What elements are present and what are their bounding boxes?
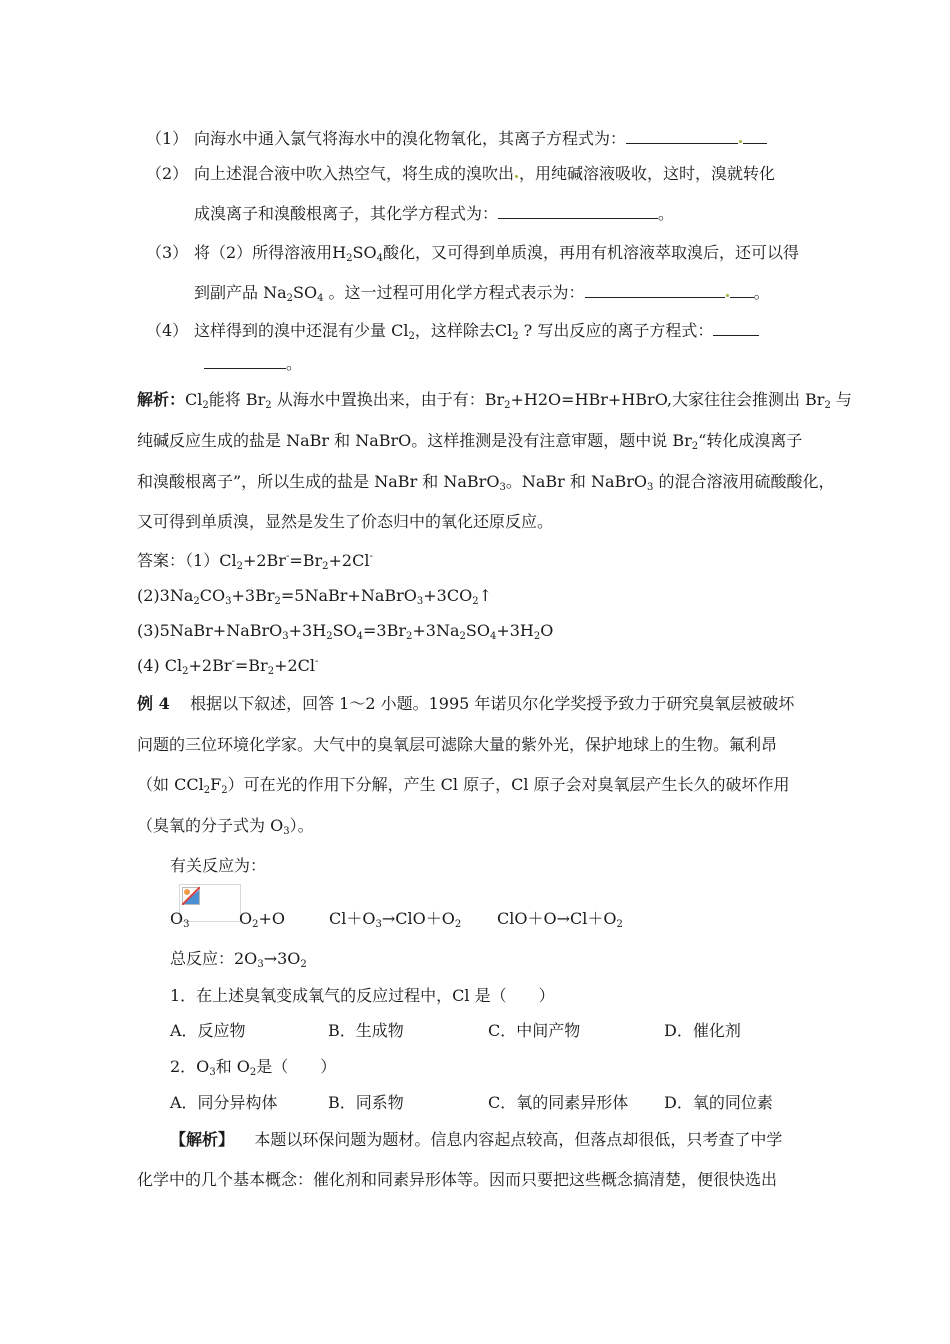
answer-blank bbox=[730, 283, 754, 298]
question-2-number: （2） bbox=[146, 164, 189, 183]
answer-blank bbox=[713, 321, 759, 336]
example-4-line3: （如 $CCl_2F_2$）可在光的作用下分解，产生 Cl 原子，Cl 原子会对臭氧层产生长久的破坏作用 bbox=[137, 775, 790, 796]
reaction-1b: $O_2+O$ bbox=[239, 909, 286, 930]
answer-blank bbox=[626, 129, 738, 144]
sub-question-1: 1．在上述臭氧变成氧气的反应过程中，Cl 是（ ） bbox=[170, 986, 555, 1005]
analysis-1-line4: 又可得到单质溴，显然是发生了价态归中的氧化还原反应。 bbox=[137, 512, 554, 531]
question-3-line1: 将（2）所得溶液用$H_2SO_4$酸化，又可得到单质溴，再用有机溶液萃取溴后，还可以得 bbox=[194, 243, 799, 264]
reaction-1a: $O_3$ bbox=[170, 909, 190, 930]
example-4-line2: 问题的三位环境化学家。大气中的臭氧层可滤除大量的紫外光，保护地球上的生物。氟利昂 bbox=[137, 735, 778, 754]
option-a: A．反应物 bbox=[170, 1021, 246, 1040]
analysis-1-line3: 和溴酸根离子”，所以生成的盐是 NaBr 和 NaBrO$_3$。NaBr 和 NaBrO$_3$ 的混合溶液用硫酸酸化， bbox=[137, 472, 835, 493]
reaction-3: $ClO+O\to Cl+O_2$ bbox=[497, 909, 623, 930]
answer-blank bbox=[498, 204, 658, 219]
option-c: C．中间产物 bbox=[488, 1021, 581, 1040]
reaction-2: $Cl+O_3\to ClO+O_2$ bbox=[329, 909, 462, 930]
mark-dot bbox=[739, 140, 742, 143]
option-b: B．生成物 bbox=[328, 1021, 404, 1040]
mark-dot bbox=[515, 175, 518, 178]
analysis-label: 【解析】 bbox=[170, 1130, 235, 1149]
sub-question-2: 2．$O_3$和 $O_2$是（ ） bbox=[170, 1057, 337, 1078]
answer-4: (4) $Cl_2+2Br^-=Br_2+2Cl^-$ bbox=[137, 656, 319, 677]
example-4-line1: 例 4 根据以下叙述，回答 1～2 小题。1995 年诺贝尔化学奖授予致力于研究臭氧层被破坏 bbox=[137, 694, 795, 713]
sub-question-1-options bbox=[170, 1021, 870, 1041]
sub-question-2-options bbox=[170, 1093, 870, 1113]
option-a: A．同分异构体 bbox=[170, 1093, 278, 1112]
reactions-intro: 有关反应为： bbox=[170, 856, 267, 875]
option-b: B．同系物 bbox=[328, 1093, 404, 1112]
question-4-line2: 。 bbox=[204, 354, 302, 374]
answer-label: 答案： bbox=[137, 551, 186, 570]
analysis-label: 解析： bbox=[137, 390, 186, 409]
question-4-line1: 这样得到的溴中还混有少量 $Cl_2$，这样除去$Cl_2$ ? 写出反应的离子方程式： bbox=[194, 321, 759, 341]
question-3-number: （3） bbox=[146, 243, 189, 262]
mark-dot bbox=[726, 294, 729, 297]
analysis-1-line1: 解析：$Cl_2$能将 $Br_2$ 从海水中置换出来，由于有：$Br_2+H2O=HBr+HBrO$,大家往往会推测出 $Br_2$ 与 bbox=[137, 390, 852, 411]
analysis-2-line1: 【解析】 本题以环保问题为题材。信息内容起点较高，但落点却很低，只考查了中学 bbox=[170, 1130, 783, 1149]
question-2-line2: 成溴离子和溴酸根离子，其化学方程式为： 。 bbox=[194, 204, 675, 223]
analysis-2-line2: 化学中的几个基本概念：催化剂和同素异形体等。因而只要把这些概念搞清楚，便很快选出 bbox=[137, 1170, 778, 1189]
answer-blank bbox=[585, 283, 725, 298]
answer-blank bbox=[743, 129, 767, 144]
total-reaction: 总反应：$2O_3\to 3O_2$ bbox=[170, 949, 307, 970]
question-3-line2: 到副产品 $Na_2SO_4$ 。这一过程可用化学方程式表示为： 。 bbox=[194, 283, 770, 304]
option-c: C．氧的同素异形体 bbox=[488, 1093, 629, 1112]
analysis-1-line2: 纯碱反应生成的盐是 NaBr 和 NaBrO。这样推测是没有注意审题，题中说 $Br_2“$转化成溴离子 bbox=[137, 431, 803, 452]
option-d: D．氧的同位素 bbox=[664, 1093, 773, 1112]
example-label: 例 4 bbox=[137, 694, 170, 713]
option-d: D．催化剂 bbox=[664, 1021, 741, 1040]
question-4-number: （4） bbox=[146, 321, 189, 340]
question-1 bbox=[146, 129, 188, 149]
answer-1: 答案：$(1)Cl_2+2Br^-=Br_2+2Cl^-$ bbox=[137, 551, 373, 572]
answer-3: $(3)5NaBr+NaBrO_3+3H_2SO_4=3Br_2+3Na_2SO_4+3H_2O$ bbox=[137, 621, 554, 642]
answer-2: $(2)3Na_2CO_3+3Br_2=5NaBr+NaBrO_3+3CO_2↑$ bbox=[137, 586, 492, 607]
question-number: （1） bbox=[146, 129, 189, 148]
broken-image-icon bbox=[182, 887, 200, 905]
question-2-line1: 向上述混合液中吹入热空气，将生成的溴吹出 ，用纯碱溶液吸收，这时，溴就转化 bbox=[194, 164, 776, 183]
answer-blank bbox=[204, 354, 286, 369]
question-1-text: 向海水中通入氯气将海水中的溴化物氧化，其离子方程式为： bbox=[194, 129, 767, 149]
example-4-line4: （臭氧的分子式为 $O_3$）。 bbox=[137, 816, 314, 837]
